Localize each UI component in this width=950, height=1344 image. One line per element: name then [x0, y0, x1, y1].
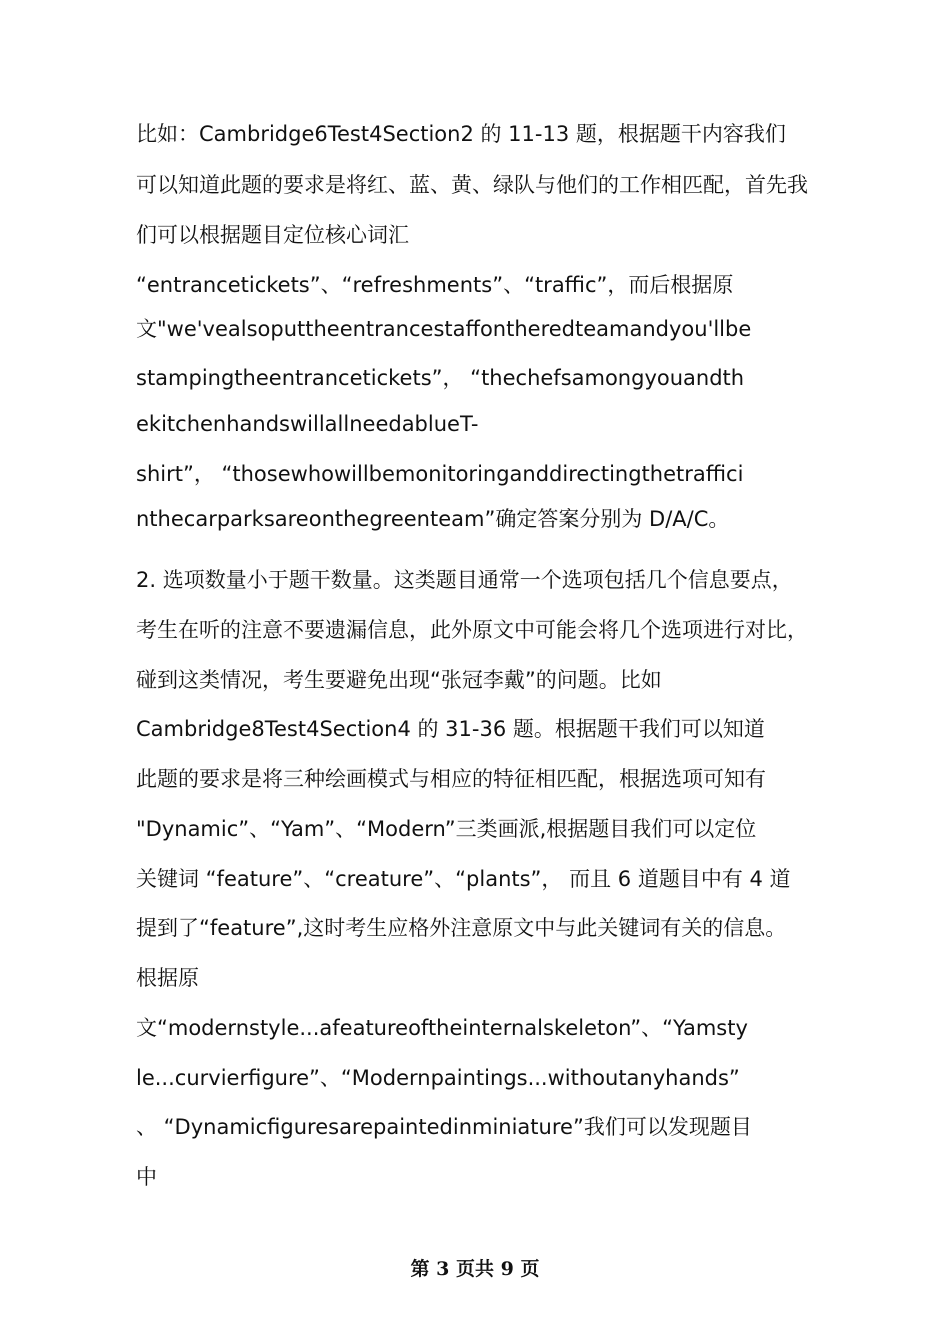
- text-line: shirt”， “thosewhowillbemonitoringanddirectingthetraffici: [136, 462, 744, 486]
- text-line: 文“modernstyle...afeatureoftheinternalskeleton”、“Yamsty: [136, 1016, 748, 1040]
- text-line: 们可以根据题目定位核心词汇: [136, 223, 409, 247]
- text-line: stampingtheentrancetickets”， “thechefsamongyouandth: [136, 366, 745, 390]
- text-line: 根据原: [136, 966, 199, 990]
- text-line: 2. 选项数量小于题干数量。这类题目通常一个选项包括几个信息要点，: [136, 568, 793, 592]
- text-line: 此题的要求是将三种绘画模式与相应的特征相匹配，根据选项可知有: [136, 767, 766, 791]
- text-line: 中: [136, 1165, 157, 1189]
- text-line: 可以知道此题的要求是将红、蓝、黄、绿队与他们的工作相匹配，首先我: [136, 173, 808, 197]
- text-line: 考生在听的注意不要遗漏信息，此外原文中可能会将几个选项进行对比，: [136, 618, 808, 642]
- page-number-footer: 第 3 页共 9 页: [410, 1258, 540, 1280]
- text-line: 文"we'vealsoputtheentrancestaffontheredteamandyou'llbe: [136, 317, 752, 341]
- text-line: 提到了“feature”,这时考生应格外注意原文中与此关键词有关的信息。: [136, 916, 787, 940]
- text-line: “entrancetickets”、“refreshments”、“traffic”，而后根据原: [136, 273, 734, 297]
- text-line: le...curvierfigure”、“Modernpaintings...withoutanyhands”: [136, 1066, 740, 1090]
- text-line: ekitchenhandswillallneedablueT-: [136, 412, 479, 436]
- text-line: 比如：Cambridge6Test4Section2 的 11-13 题，根据题干内容我们: [136, 122, 786, 146]
- text-line: 、 “Dynamicfiguresarepaintedinminiature”我们可以发现题目: [136, 1115, 752, 1139]
- text-line: "Dynamic”、“Yam”、“Modern”三类画派,根据题目我们可以定位: [136, 817, 757, 841]
- text-line: Cambridge8Test4Section4 的 31-36 题。根据题干我们可以知道: [136, 717, 765, 741]
- text-line: nthecarparksareonthegreenteam”确定答案分别为 D/A/C。: [136, 507, 730, 531]
- text-line: 碰到这类情况，考生要避免出现“张冠李戴”的问题。比如: [136, 668, 662, 692]
- text-line: 关键词 “feature”、“creature”、“plants”， 而且 6 道题目中有 4 道: [136, 867, 791, 891]
